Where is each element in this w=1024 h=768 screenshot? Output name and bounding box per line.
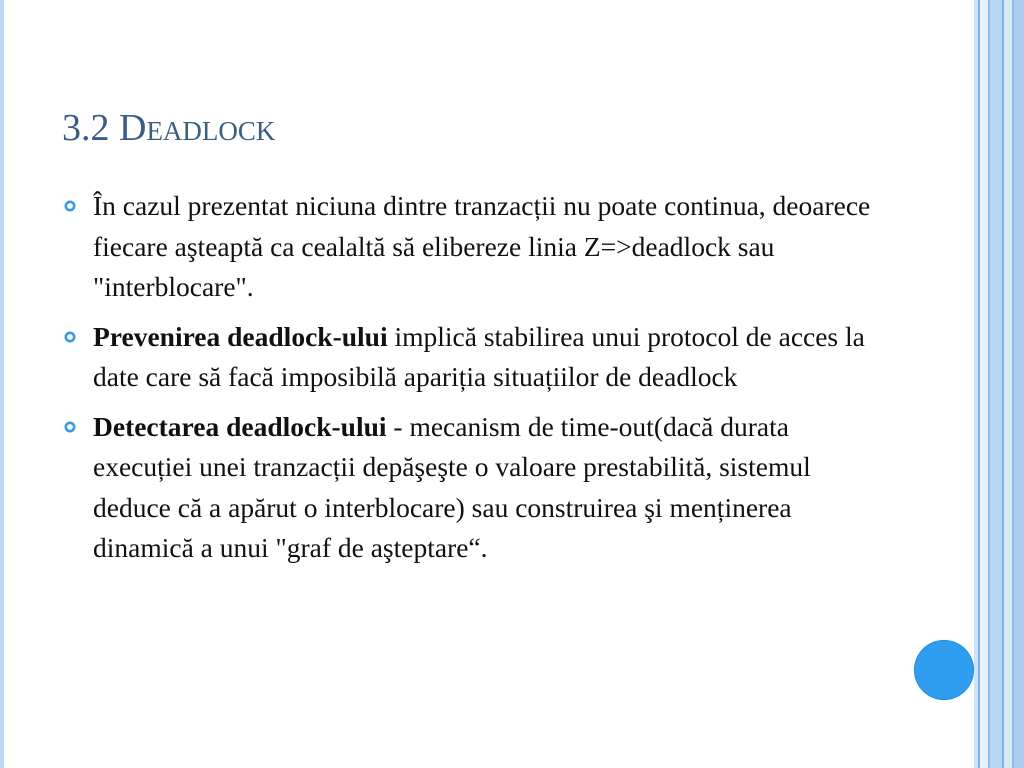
bullet-text: - mecanism de time-out(dacă durata execuției unei tranzacții depăşeşte o valoare prestabilită, sistemul deduce că a apărut o interblocare) sau construirea şi menținerea dinamică a unui "graf de aşteptare“. [93, 410, 811, 563]
bullet-item [64, 186, 874, 308]
bullet-item [64, 407, 874, 569]
right-decorative-stripes [974, 0, 1024, 768]
bullet-text: În cazul prezentat niciuna dintre tranzacții nu poate continua, deoarece fiecare aşteaptă ca cealaltă să elibereze linia Z=>deadlock sau "interblocare". [93, 190, 871, 302]
slide-title: 3.2 Deadlock [62, 107, 276, 149]
decorative-circle [914, 640, 974, 700]
bullet-list [64, 186, 874, 578]
ring-bullet-icon [64, 331, 76, 343]
left-border-line [0, 0, 4, 768]
bullet-item [64, 317, 874, 398]
bullet-bold-text: Prevenirea deadlock-ului [93, 320, 388, 352]
bullet-bold-text: Detectarea deadlock-ului [93, 410, 387, 442]
ring-bullet-icon [64, 200, 76, 212]
ring-bullet-icon [64, 421, 76, 433]
bullet-text: implică stabilirea unui protocol de acces la date care să facă imposibilă apariția situațiilor de deadlock [93, 320, 865, 392]
